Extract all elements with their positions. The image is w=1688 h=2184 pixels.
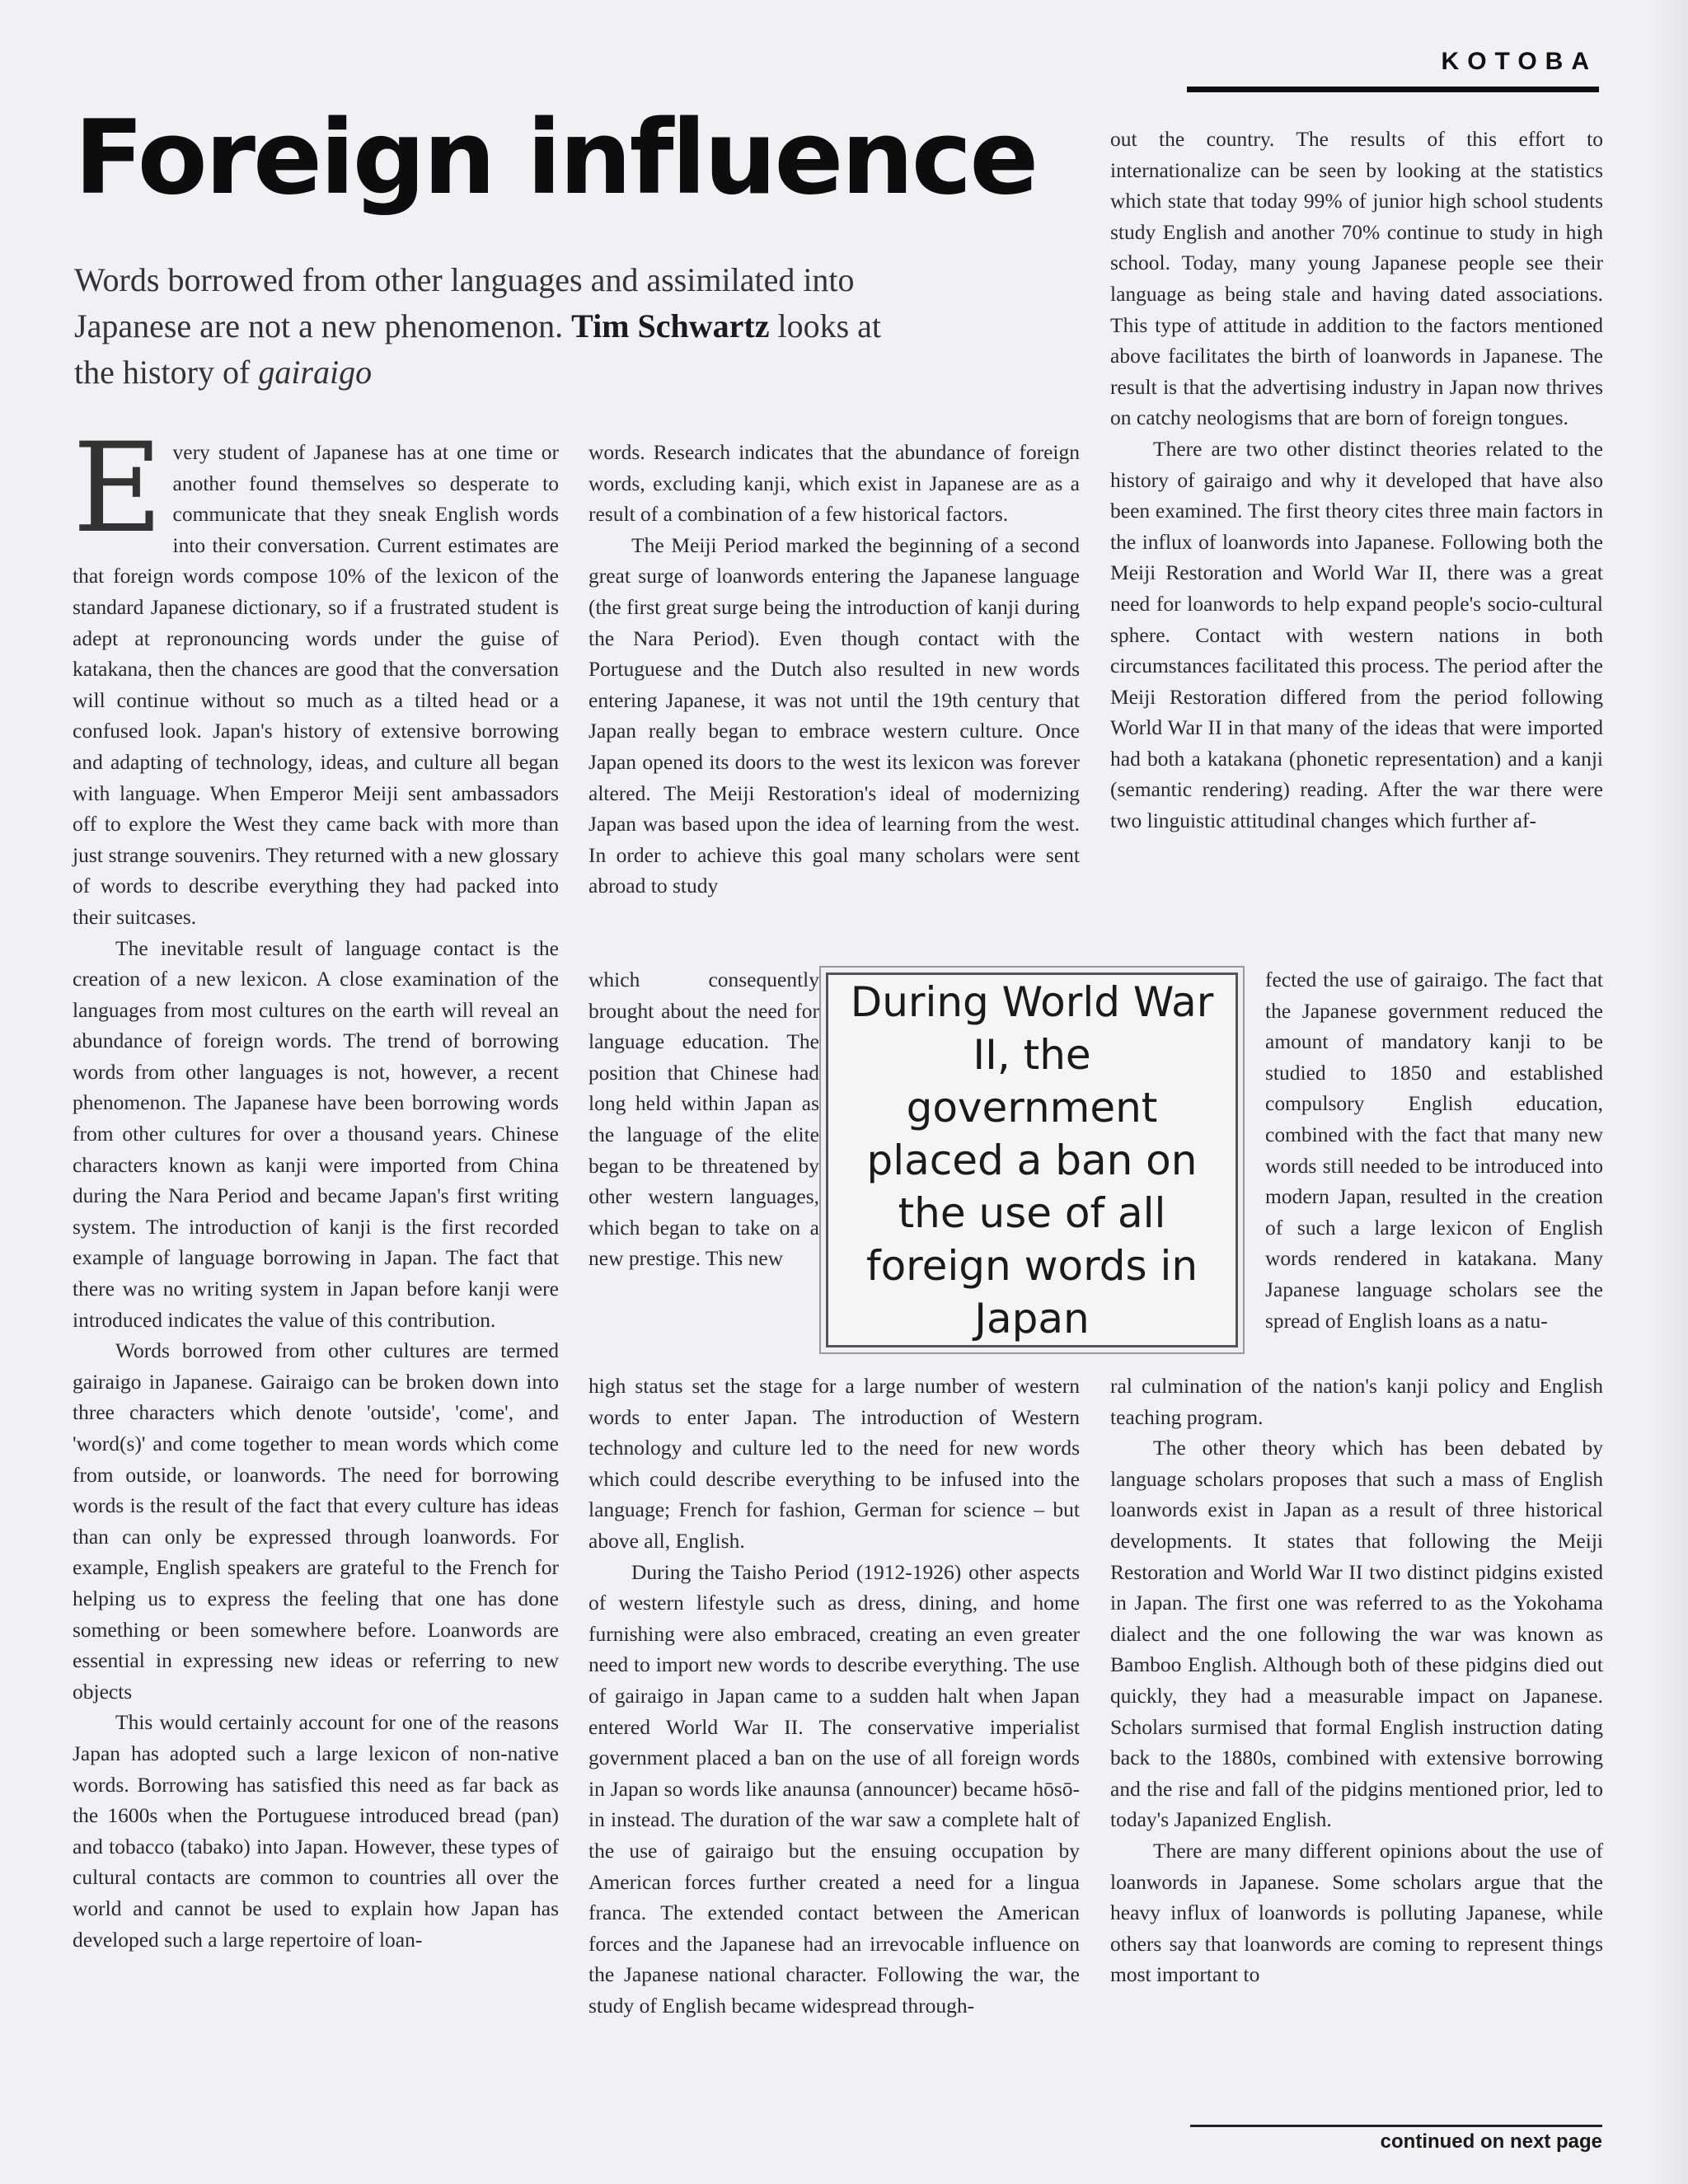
col1-p1-text: very student of Japanese has at one time or another found themselves so desperate to communicate that they sneak English words into their conversation. Current estimates are that foreign words compose 10% of the lexicon of the standard Japanese dictionary, so if a frustrated student is adept at repronouncing words under the guise of katakana, then the chances are good that the conversation will continue without so much as a tilted head or a confused look. Japan's history of extensive borrowing and adapting of technology, ideas, and culture all began with language. When Emperor Meiji sent ambassadors off to explore the West they came back with more than just strange souvenirs. They returned with a new glossary of words to describe everything they had packed into their suitcases. <box>73 440 559 929</box>
column-3-bottom <box>1110 1371 1603 1990</box>
author-name: Tim Schwartz <box>571 307 770 344</box>
column-3-wrap: fected the use of gairaigo. The fact that the Japanese government reduced the amount of mandatory kanji to be studied to 1850 and established compulsory English education, combined with the fact that many new words still needed to be introduced into modern Japan, resulted in the creation of such a large lexicon of English words rendered in katakana. Many Japanese language scholars see the spread of English loans as a natu- <box>1265 968 1603 1333</box>
column-1 <box>73 417 559 1955</box>
col1-paragraph-3: Words borrowed from other cultures are termed gairaigo in Japanese. Gairaigo can be broken down into three characters which denote 'outside', 'come', and 'word(s)' and come together to mean words which come from outside, or loanwords. The need for borrowing words is the result of the fact that every culture has ideas than can only be expressed through loanwords. For example, English speakers are grateful to the French for helping us to express the feeling that one has done something or been somewhere before. Loanwords are essential in expressing new ideas or referring to new objects <box>73 1338 559 1704</box>
magazine-name: KOTOBA <box>1441 48 1597 75</box>
col3-paragraph-1: out the country. The results of this effort to internationalize can be seen by looking at the statistics which state that today 99% of junior high school students study English and another 70% continue to study in high school. Today, many young Japanese people see their language as being stale and having dated associations. This type of attitude in addition to the factors mentioned above facilitates the birth of loanwords in Japanese. The result is that the advertising industry in Japan now thrives on catchy neologisms that are born of foreign tongues. <box>1110 127 1603 430</box>
header-rule <box>1187 87 1599 92</box>
page-edge-shadow <box>1647 0 1688 2184</box>
standfirst-lead: Words borrowed from other languages and assimilated into Japanese are not a new phenomenon. <box>74 261 855 344</box>
pull-quote: During World War II, the government placed a ban on the use of all foreign words in Japan <box>826 972 1238 1347</box>
column-2-bottom <box>588 1371 1080 2021</box>
col2-paragraph-3: During the Taisho Period (1912-1926) other aspects of western lifestyle such as dress, dining, and home furnishing were also embraced, creating an even greater need to import new words to describe everything. The use of gairaigo in Japan came to a sudden halt when Japan entered World War II. The conservative imperialist government placed a ban on the use of all foreign words in Japan so words like anaunsa (announcer) became hōsō-in instead. The duration of the war saw a complete halt of the use of gairaigo but the ensuing occupation by American forces further created a need for a lingua franca. The extended contact between the American forces and the Japanese had an irrevocable influence on the Japanese national character. Following the war, the study of English became widespread through- <box>588 1559 1080 2018</box>
continued-link[interactable]: continued on next page <box>1380 2130 1602 2153</box>
column-3 <box>1110 124 1603 837</box>
column-2-wrap: which consequently brought about the need for language education. The position that Chinese had long held within Japan as the language of the elite began to be threatened by other western languages, which began to take on a new prestige. This new <box>588 968 819 1271</box>
continued-rule <box>1190 2125 1602 2127</box>
col3-paragraph-2: There are two other distinct theories related to the history of gairaigo and why it developed that have also been examined. The first theory cites three main factors in the influx of loanwords into Japanese. Following both the Meiji Restoration and World War II, there was a great need for loanwords to help expand people's socio-cultural sphere. Contact with western nations in both circumstances facilitated this process. The period after the Meiji Restoration differed from the period following World War II in that many of the ideas that were imported had both a katakana (phonetic representation) and a kanji (semantic rendering) reading. After the war there were two linguistic attitudinal changes which further af- <box>1110 436 1603 833</box>
col1-paragraph-4: This would certainly account for one of the reasons Japan has adopted such a large lexicon of non-native words. Borrowing has satisfied this need as far back as the 1600s when the Portuguese introduced bread (pan) and tobacco (tabako) into Japan. However, these types of cultural contacts are common to countries all over the world and cannot be used to explain how Japan has developed such a large repertoire of loan- <box>73 1710 559 1952</box>
drop-cap: E <box>73 417 163 560</box>
col1-paragraph-2: The inevitable result of language contact is the creation of a new lexicon. A close examination of the languages from most cultures on the earth will reveal an abundance of foreign words. The trend of borrowing words from other languages is not, however, a recent phenomenon. The Japanese have been borrowing words from other cultures for over a thousand years. Chinese characters known as kanji were imported from China during the Nara Period and became Japan's first writing system. The introduction of kanji is the first recorded example of language borrowing in Japan. The fact that there was no writing system in Japan before kanji were introduced indicates the value of this contribution. <box>73 935 559 1332</box>
standfirst-tail: looks at the history of <box>74 307 882 391</box>
standfirst-term: gairaigo <box>258 354 373 391</box>
col2-paragraph-1: words. Research indicates that the abundance of foreign words, excluding kanji, which exist in Japanese are as a result of a combination of a few historical factors. <box>588 440 1080 527</box>
col3-paragraph-4: There are many different opinions about the use of loanwords in Japanese. Some scholars argue that the heavy influx of loanwords is polluting Japanese, while others say that loanwords are coming to represent things most important to <box>1110 1838 1603 1987</box>
col2-paragraph-2-end: high status set the stage for a large number of western words to enter Japan. The introduction of Western technology and culture led to the need for new words which could describe everything to be infused into the language; French for fashion, German for science – but above all, English. <box>588 1374 1080 1553</box>
col3-paragraph-2-end: ral culmination of the nation's kanji policy and English teaching program. <box>1110 1374 1603 1429</box>
col3-paragraph-3: The other theory which has been debated by language scholars proposes that such a mass of English loanwords exist in Japan as a result of three historical developments. It states that following the Meiji Restoration and World War II two distinct pidgins existed in Japan. The first one was referred to as the Yokohama dialect and the one following the war was known as Bamboo English. Although both of these pidgins died out quickly, they had a measurable impact on Japanese. Scholars surmised that formal English instruction dating back to the 1880s, combined with extensive borrowing and the rise and fall of the pidgins mentioned prior, led to today's Japanized English. <box>1110 1436 1603 1832</box>
column-2 <box>588 437 1080 902</box>
col2-paragraph-2: The Meiji Period marked the beginning of a second great surge of loanwords entering the Japanese language (the first great surge being the introduction of kanji during the Nara Period). Even though contact with the Portuguese and the Dutch also resulted in new words entering Japanese, it was not until the 19th century that Japan really began to embrace western culture. Once Japan opened its doors to the west its lexicon was forever altered. The Meiji Restoration's ideal of modernizing Japan was based upon the idea of learning from the west. In order to achieve this goal many scholars were sent abroad to study <box>588 532 1080 898</box>
col1-paragraph-1 <box>73 417 559 933</box>
article-title: Foreign influence <box>74 99 1037 218</box>
article-standfirst <box>74 257 898 396</box>
